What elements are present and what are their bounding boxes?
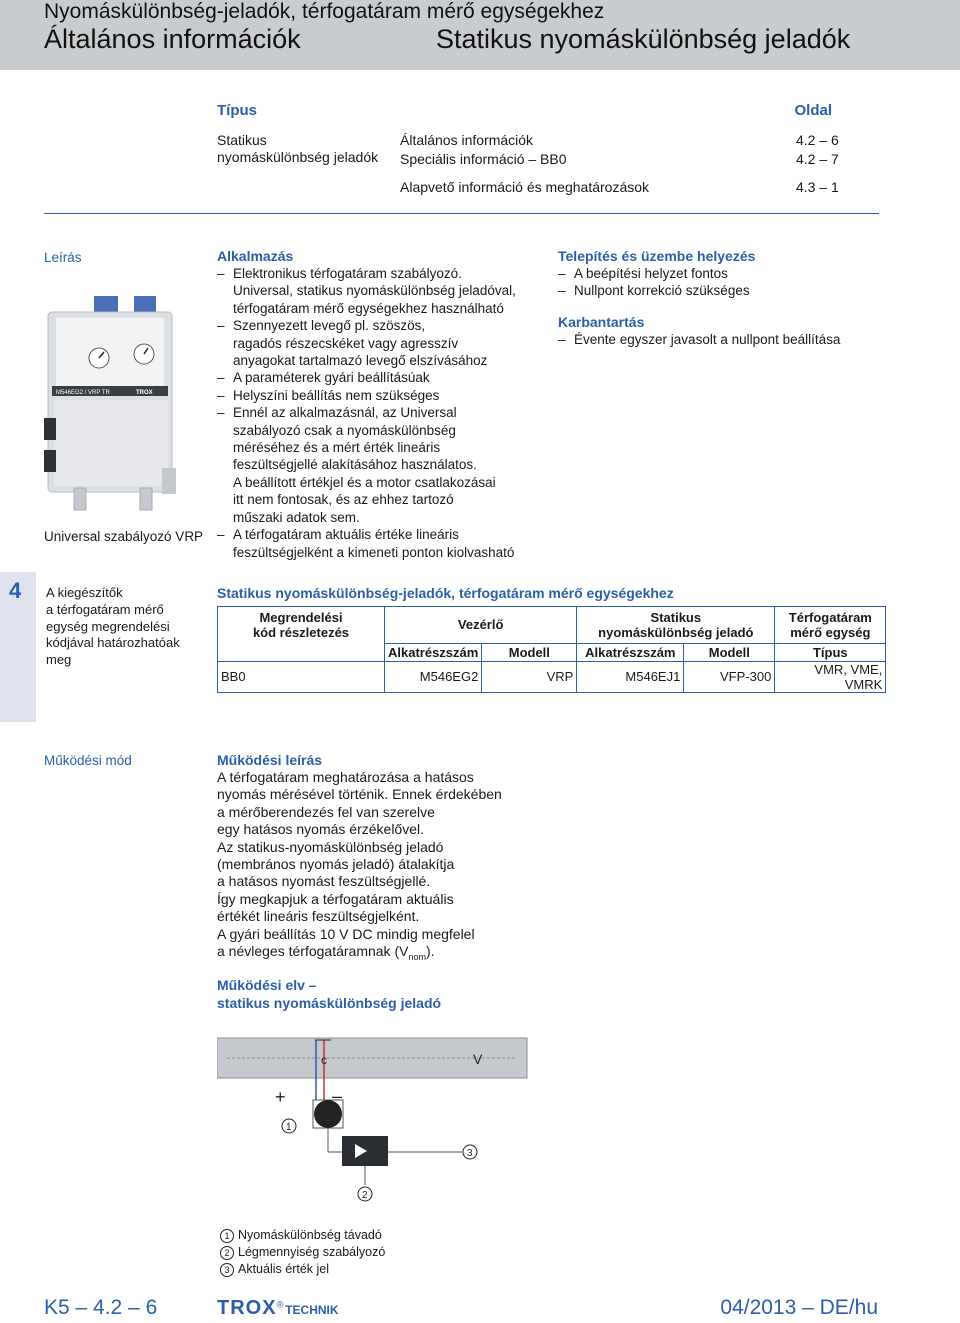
header-subtitle: Nyomáskülönbség-jeladók, térfogatáram mérő egységekhez (44, 0, 605, 23)
install-title: Telepítés és üzembe helyezés (558, 248, 756, 264)
index-type-line: nyomáskülönbség jeladók (217, 149, 379, 166)
chapter-tab (0, 572, 36, 722)
index-row-page[interactable]: 4.3 – 1 (796, 179, 839, 195)
side-note-line: meg (46, 652, 72, 668)
chapter-number: 4 (9, 578, 22, 603)
page-header (0, 0, 960, 70)
operation-text: A térfogatáram meghatározása a hatásos nyomás mérésével történik. Ennek érdekében a mérőberendezés fel van szerelve egy hatásos nyomás érzékelővel. Az statikus-nyomáskülönbség jeladó (membrános nyomás jeladó) átalakítja a hatásos nyomást feszültségjellé. Így megkapjuk a térfogatáram aktuális értékét lineáris feszültségjelként. A gyári beállítás 10 V DC mindig megfelel a névleges térfogatáramnak $(V_{nom})$. (217, 769, 502, 962)
sub-model: Modell (684, 643, 775, 661)
cell-type: VMR, VME, VMRK (775, 661, 886, 692)
maintenance-title: Karbantartás (558, 313, 645, 330)
minus-label: – (332, 1086, 343, 1106)
application-line: feszültségjelként a kimeneti ponton kiolvasható (233, 544, 515, 560)
side-note-line: kódjával határozhatóak (46, 635, 180, 651)
application-list (217, 265, 547, 561)
cell-code: BB0 (218, 661, 385, 692)
section-label-description: Leírás (44, 250, 82, 265)
index-row-label[interactable]: Alapvető információ és meghatározások (400, 179, 650, 195)
legend-item: 3 Aktuális érték jel (220, 1261, 385, 1278)
index-col-type: Típus (217, 102, 257, 119)
order-title: Statikus nyomáskülönbség-jeladók, térfogatáram mérő egységekhez (217, 585, 674, 601)
sub-part-number: Alkatrészszám (577, 643, 684, 661)
application-line: ragadós részecskéket vagy agresszív (233, 335, 459, 351)
col-controller: Vezérlő (385, 607, 577, 644)
application-line: itt nem fontosak, és az ehhez tartozó (233, 492, 454, 508)
col-flow-unit: Térfogatáram mérő egység (775, 607, 886, 644)
sub-model: Modell (482, 643, 577, 661)
diagram-legend (220, 1227, 385, 1278)
footer-date: 04/2013 – DE/hu (720, 1296, 878, 1319)
device-brand: TROX (136, 390, 153, 396)
side-note-line: a térfogatáram mérő (46, 601, 164, 617)
principle-title: Működési elv – statikus nyomáskülönbség jeladó (217, 977, 442, 1012)
index-table (217, 102, 879, 214)
cell-model: VRP (482, 661, 577, 692)
diagram-svg (217, 1030, 547, 1215)
legend-item: 2 Légmennyiség szabályozó (220, 1244, 385, 1261)
col-static-sensor: Statikus nyomáskülönbség jeladó (577, 607, 775, 644)
install-block (558, 247, 888, 348)
device-illustration (44, 282, 194, 522)
device-label: M546EG2 / VRP TR (56, 390, 110, 396)
operation-title: Működési leírás (217, 752, 323, 768)
order-code-table (217, 606, 886, 693)
cell-part-number: M546EG2 (385, 661, 482, 692)
order-side-note (46, 585, 180, 669)
application-line: műszaki adatok sem. (233, 509, 360, 525)
application-line: – Helyszíni beállítás nem szükséges (217, 387, 440, 403)
c-label: c (321, 1053, 327, 1067)
application-line: – Ennél az alkalmazásnál, az Universal (217, 405, 457, 421)
image-caption: Universal szabályozó VRP (44, 529, 204, 544)
index-col-page: Oldal (794, 102, 832, 119)
callout-3: 3 (467, 1148, 473, 1159)
cell-part-number: M546EJ1 (577, 661, 684, 692)
application-title: Alkalmazás (217, 248, 294, 264)
application-line: feszültségjellé alakításához használatos. (233, 457, 477, 473)
index-type-line: Statikus (217, 132, 267, 148)
divider (44, 213, 879, 214)
sub-type: Típus (775, 643, 886, 661)
install-item: – A beépítési helyzet fontos (558, 266, 728, 281)
application-line: szabályozó csak a nyomáskülönbség (233, 422, 456, 438)
table-row (218, 661, 886, 692)
side-note-line: egység megrendelési (46, 618, 170, 634)
plus-label: + (275, 1087, 286, 1107)
application-line: térfogatáram mérő egységekhez használható (233, 300, 504, 316)
application-line: Universal, statikus nyomáskülönbség jeladóval, (233, 283, 516, 299)
header-topic: Statikus nyomáskülönbség jeladók (436, 24, 851, 54)
index-row-page[interactable]: 4.2 – 7 (796, 151, 839, 167)
application-line: – Elektronikus térfogatáram szabályozó. (217, 266, 462, 281)
application-line: – A paraméterek gyári beállításúak (217, 370, 430, 386)
flow-label: V (473, 1051, 483, 1067)
sub-part-number: Alkatrészszám (385, 643, 482, 661)
footer-brand-logo: TROX® TECHNIK (217, 1297, 339, 1319)
operation-block (217, 751, 547, 1012)
maintenance-item: – Évente egyszer javasolt a nullpont beállítása (558, 331, 841, 347)
index-row-page[interactable]: 4.2 – 6 (796, 132, 839, 148)
application-line: A beállított értékjel és a motor csatlakozásai (233, 474, 496, 490)
application-block (217, 247, 547, 561)
application-line: anyagokat tartalmazó levegő elszívásához (233, 353, 488, 369)
install-item: – Nullpont korrekció szükséges (558, 283, 750, 299)
sub-empty (218, 643, 385, 661)
header-section: Általános információk (44, 24, 301, 54)
callout-1: 1 (286, 1122, 292, 1133)
application-line: – A térfogatáram aktuális értéke lineáris (217, 527, 459, 543)
index-type-name (217, 132, 378, 167)
cell-model: VFP-300 (684, 661, 775, 692)
index-row-label[interactable]: Általános információk (400, 132, 534, 148)
index-row-label[interactable]: Speciális információ – BB0 (400, 151, 567, 167)
application-line: méréséhez és a mért érték lineáris (233, 440, 441, 456)
footer-page-ref: K5 – 4.2 – 6 (44, 1296, 158, 1319)
principle-diagram (217, 1030, 547, 1215)
legend-item: 1 Nyomáskülönbség távadó (220, 1227, 385, 1244)
col-order-code: Megrendelési kód részletezés (218, 607, 385, 644)
section-label-operation: Működési mód (44, 753, 132, 768)
product-image (44, 282, 194, 522)
side-note-line: A kiegészítők (46, 585, 123, 600)
callout-2: 2 (362, 1190, 368, 1201)
application-line: – Szennyezett levegő pl. szöszös, (217, 318, 426, 334)
